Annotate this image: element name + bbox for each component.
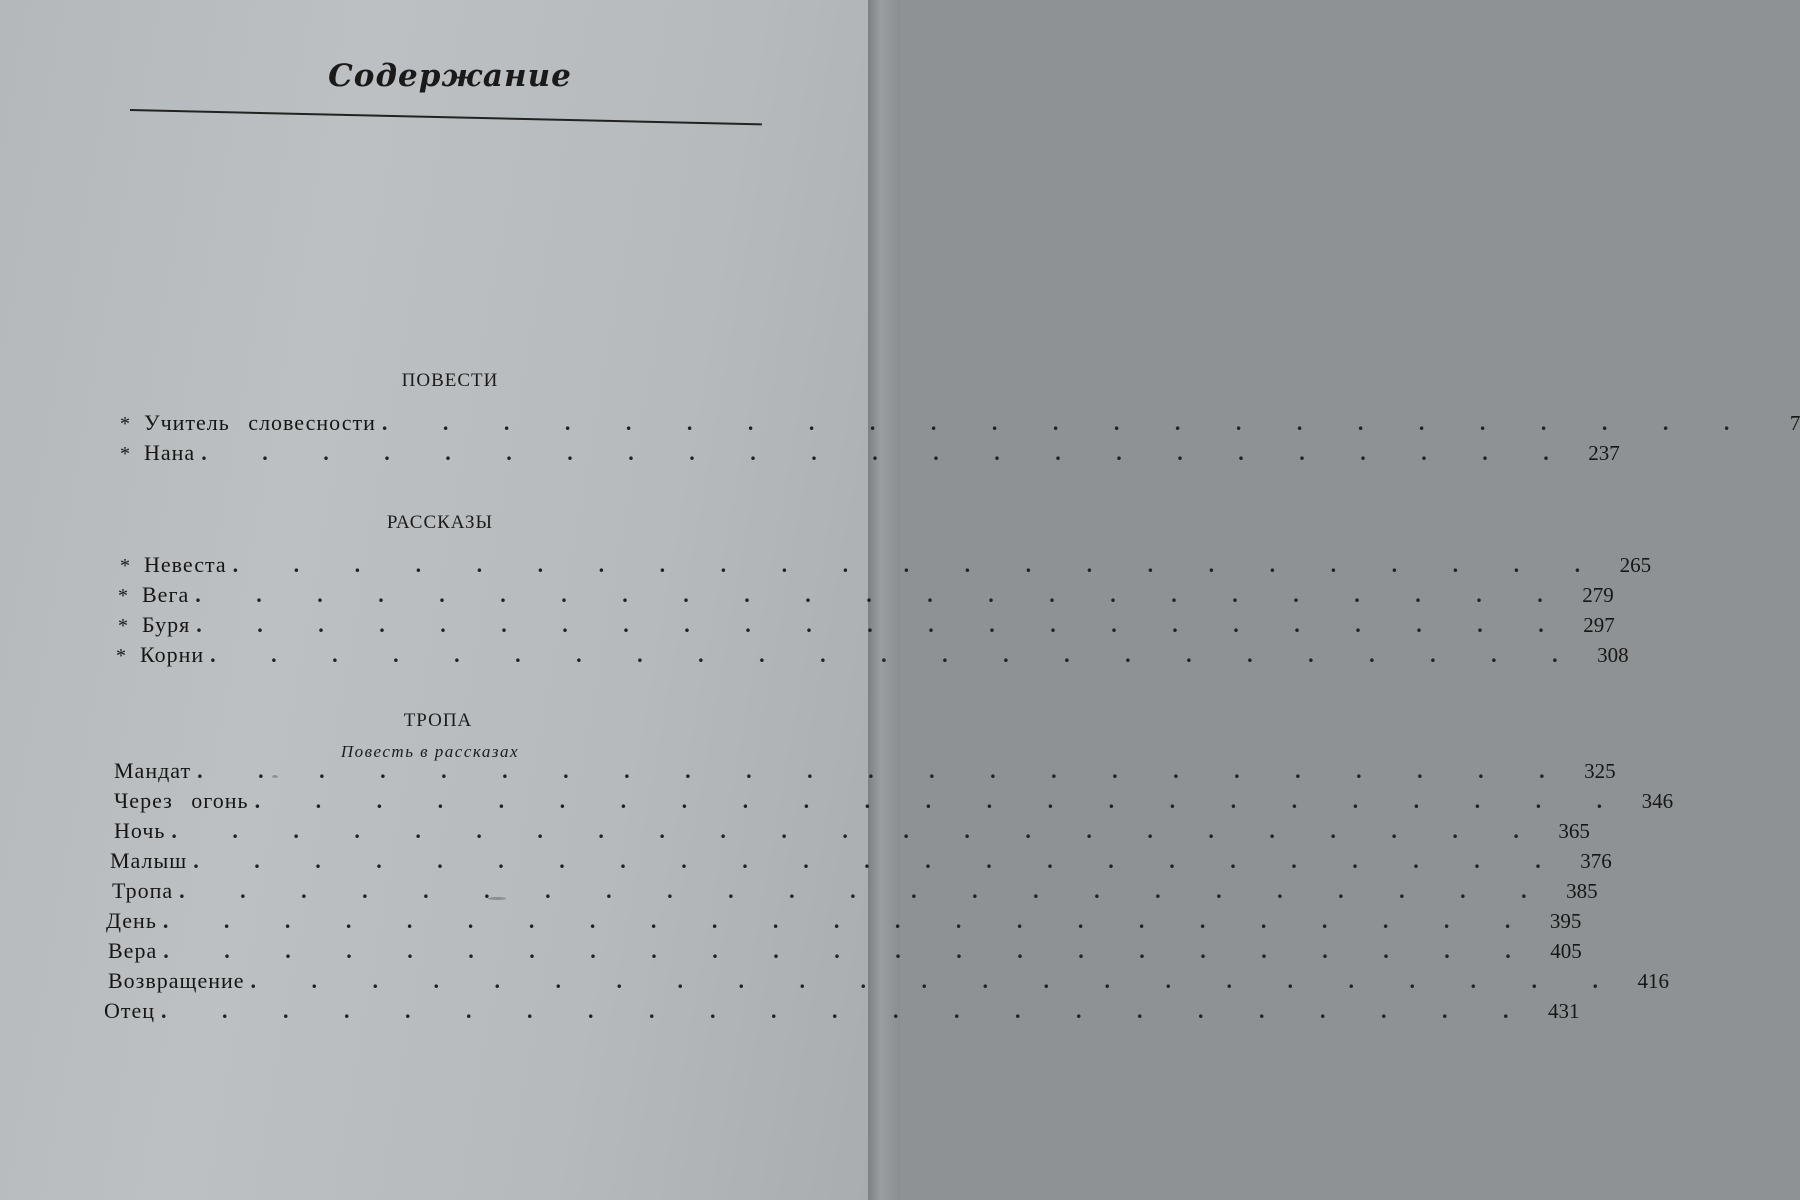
toc-entry-page: 416 bbox=[1637, 969, 1670, 993]
toc-entry-page: 395 bbox=[1549, 909, 1582, 933]
toc-dot-leader: . . . . . . . . . . . . . . . . . . . . . . . bbox=[254, 788, 1628, 813]
toc-dot-leader: . . . . . . . . . . . . . . . . . . . . . . . bbox=[197, 758, 1570, 783]
toc-star: * bbox=[118, 585, 128, 607]
toc-entry bbox=[112, 878, 1598, 908]
toc-entry-title: Возвращение bbox=[108, 968, 245, 993]
toc-entry bbox=[118, 582, 1614, 612]
toc-entry-title: Малыш bbox=[110, 848, 188, 873]
toc-entry-page: 431 bbox=[1548, 999, 1580, 1023]
section-heading-tropa: ТРОПА bbox=[403, 710, 473, 731]
toc-dot-leader: . . . . . . . . . . . . . . . . . . . . . . . bbox=[193, 848, 1566, 873]
toc-entry bbox=[118, 612, 1615, 642]
toc-entry-title: Через огонь bbox=[114, 788, 249, 813]
toc-entry-title: Вера bbox=[108, 938, 158, 963]
toc-entry-title: Нана bbox=[144, 440, 196, 465]
toc-entry-title: Корни bbox=[140, 642, 205, 667]
section-heading-rasskazy: РАССКАЗЫ bbox=[386, 512, 494, 533]
toc-dot-leader: . . . . . . . . . . . . . . . . . . . . . . . bbox=[162, 908, 1536, 933]
toc-star: * bbox=[118, 615, 128, 637]
toc-star: * bbox=[120, 443, 130, 465]
toc-entry bbox=[114, 788, 1674, 818]
toc-entry-page: 405 bbox=[1550, 939, 1582, 963]
toc-entry-title: День bbox=[106, 908, 157, 933]
toc-entry bbox=[108, 968, 1670, 998]
toc-entry-page: 376 bbox=[1580, 849, 1612, 873]
toc-entry-page: 325 bbox=[1584, 759, 1616, 783]
toc-entry bbox=[104, 998, 1580, 1028]
toc-entry-page: 7 bbox=[1789, 411, 1800, 435]
toc-dot-leader: . . . . . . . . . . . . . . . . . . . . . . . bbox=[196, 612, 1569, 637]
toc-entry-page: 237 bbox=[1588, 441, 1620, 465]
toc-entry bbox=[120, 410, 1800, 440]
section-subtitle: Повесть в рассказах bbox=[340, 742, 520, 761]
toc-dot-leader: . . . . . . . . . . . . . . . . . . . . . . . bbox=[201, 440, 1574, 465]
page-title: Содержание bbox=[328, 58, 572, 94]
toc-entry bbox=[114, 758, 1616, 788]
toc-dot-leader: . . . . . . . . . . . . . . . . . . . . . . . bbox=[381, 410, 1755, 435]
toc-entry bbox=[110, 848, 1612, 878]
toc-entry-title: Невеста bbox=[144, 552, 227, 577]
toc-star: * bbox=[120, 555, 130, 577]
toc-entry-title: Учитель словесности bbox=[144, 410, 376, 435]
toc-entry bbox=[120, 552, 1652, 582]
print-smudge bbox=[272, 775, 278, 778]
toc-entry bbox=[108, 938, 1582, 968]
toc-entry-title: Ночь bbox=[114, 818, 166, 843]
toc-entry-page: 346 bbox=[1641, 789, 1674, 813]
toc-dot-leader: . . . . . . . . . . . . . . . . . . . . . . . bbox=[232, 552, 1606, 577]
section-heading-povesti: ПОВЕСТИ bbox=[401, 370, 499, 391]
toc-dot-leader: . . . . . . . . . . . . . . . . . . . . . . . bbox=[210, 642, 1583, 667]
toc-entry-page: 265 bbox=[1619, 553, 1652, 577]
toc-dot-leader: . . . . . . . . . . . . . . . . . . . . . . . bbox=[163, 938, 1536, 963]
toc-star: * bbox=[116, 645, 126, 667]
toc-entry-title: Вега bbox=[142, 582, 190, 607]
toc-dot-leader: . . . . . . . . . . . . . . . . . . . . . . . bbox=[161, 998, 1534, 1023]
toc-entry-page: 297 bbox=[1583, 613, 1615, 637]
toc-dot-leader: . . . . . . . . . . . . . . . . . . . . . . . bbox=[195, 582, 1568, 607]
toc-entry-page: 385 bbox=[1566, 879, 1598, 903]
toc-entry bbox=[120, 440, 1620, 470]
print-smudge bbox=[488, 897, 506, 900]
toc-entry-page: 308 bbox=[1597, 643, 1629, 667]
toc-entry bbox=[116, 642, 1629, 672]
toc-entry-title: Отец bbox=[104, 998, 156, 1023]
toc-entry-page: 365 bbox=[1558, 819, 1590, 843]
toc-entry-title: Тропа bbox=[112, 878, 174, 903]
toc-entry-title: Мандат bbox=[114, 758, 192, 783]
toc-dot-leader: . . . . . . . . . . . . . . . . . . . . . . . bbox=[171, 818, 1544, 843]
toc-entry-title: Буря bbox=[142, 612, 191, 637]
toc-entry bbox=[106, 908, 1582, 938]
toc-star: * bbox=[120, 413, 130, 435]
toc-dot-leader: . . . . . . . . . . . . . . . . . . . . . . . bbox=[250, 968, 1624, 993]
toc-entry bbox=[114, 818, 1590, 848]
toc-dot-leader: . . . . . . . . . . . . . . . . . . . . . . . bbox=[179, 878, 1552, 903]
toc-entry-page: 279 bbox=[1582, 583, 1614, 607]
